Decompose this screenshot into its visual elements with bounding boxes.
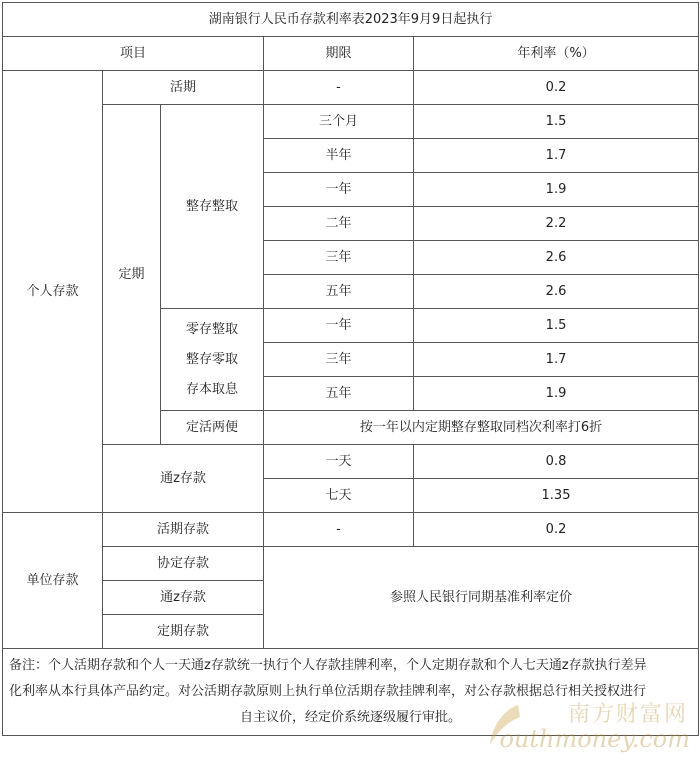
rate-cell: 0.2 [414, 513, 699, 547]
rate-cell: 0.8 [414, 445, 699, 479]
corporate-others-text: 参照人民银行同期基准利率定价 [264, 547, 699, 649]
rate-cell: 1.9 [414, 377, 699, 411]
term-cell: - [264, 71, 414, 105]
installment-label: 零存整取 [185, 321, 238, 337]
installment-label: 整存零取 [185, 351, 238, 367]
rate-cell: 1.7 [414, 343, 699, 377]
term-cell: 五年 [264, 275, 414, 309]
note-cell [3, 649, 699, 736]
note-line: 化利率从本行具体产品约定。对公活期存款原则上执行单位活期存款挂牌利率，对公存款根据总行相关授权进行 [9, 684, 647, 699]
title-row [3, 3, 699, 37]
term-cell: - [264, 513, 414, 547]
table-row [3, 71, 699, 105]
notice-label: 通z存款 [103, 445, 264, 513]
term-cell: 三年 [264, 241, 414, 275]
flexible-label: 定活两便 [161, 411, 264, 445]
watermark-top: 南方财富网 [567, 702, 688, 727]
header-term: 期限 [264, 37, 414, 71]
rate-cell: 2.6 [414, 275, 699, 309]
term-cell: 三个月 [264, 105, 414, 139]
rate-cell: 1.9 [414, 173, 699, 207]
term-cell: 三年 [264, 343, 414, 377]
term-cell: 半年 [264, 139, 414, 173]
rate-cell: 1.5 [414, 309, 699, 343]
corporate-label: 单位存款 [3, 513, 103, 649]
rate-cell: 2.2 [414, 207, 699, 241]
header-row [3, 37, 699, 71]
installment-label: 存本取息 [185, 381, 238, 397]
installment-labels [161, 309, 264, 411]
corporate-current-label: 活期存款 [103, 513, 264, 547]
rate-cell: 0.2 [414, 71, 699, 105]
table-row [3, 513, 699, 547]
rate-cell: 1.7 [414, 139, 699, 173]
flexible-text: 按一年以内定期整存整取同档次利率打6折 [264, 411, 699, 445]
term-cell: 一年 [264, 309, 414, 343]
lump-sum-label: 整存整取 [161, 105, 264, 309]
personal-label: 个人存款 [3, 71, 103, 513]
rate-cell: 1.5 [414, 105, 699, 139]
term-cell: 一年 [264, 173, 414, 207]
term-cell: 七天 [264, 479, 414, 513]
note-line: 自主议价，经定价系统逐级履行审批。 [240, 710, 462, 725]
watermark-bottom: outhmoney.com [499, 725, 690, 753]
term-cell: 一天 [264, 445, 414, 479]
personal-current-label: 活期 [103, 71, 264, 105]
personal-fixed-label: 定期 [103, 105, 161, 445]
term-cell: 五年 [264, 377, 414, 411]
table-title: 湖南银行人民币存款利率表2023年9月9日起执行 [3, 3, 699, 37]
table-row [3, 445, 699, 479]
rate-cell: 1.35 [414, 479, 699, 513]
corporate-other-label: 协定存款 [103, 547, 264, 581]
corporate-other-label: 定期存款 [103, 615, 264, 649]
rate-table [2, 2, 699, 736]
table-row [3, 547, 699, 581]
note-row [3, 649, 699, 736]
header-item: 项目 [3, 37, 264, 71]
note-line: 备注：个人活期存款和个人一天通z存款统一执行个人存款挂牌利率，个人定期存款和个人七天通z存款执行差异 [9, 658, 647, 673]
table-row [3, 105, 699, 139]
rate-cell: 2.6 [414, 241, 699, 275]
term-cell: 二年 [264, 207, 414, 241]
header-rate: 年利率（%） [414, 37, 699, 71]
corporate-other-label: 通z存款 [103, 581, 264, 615]
